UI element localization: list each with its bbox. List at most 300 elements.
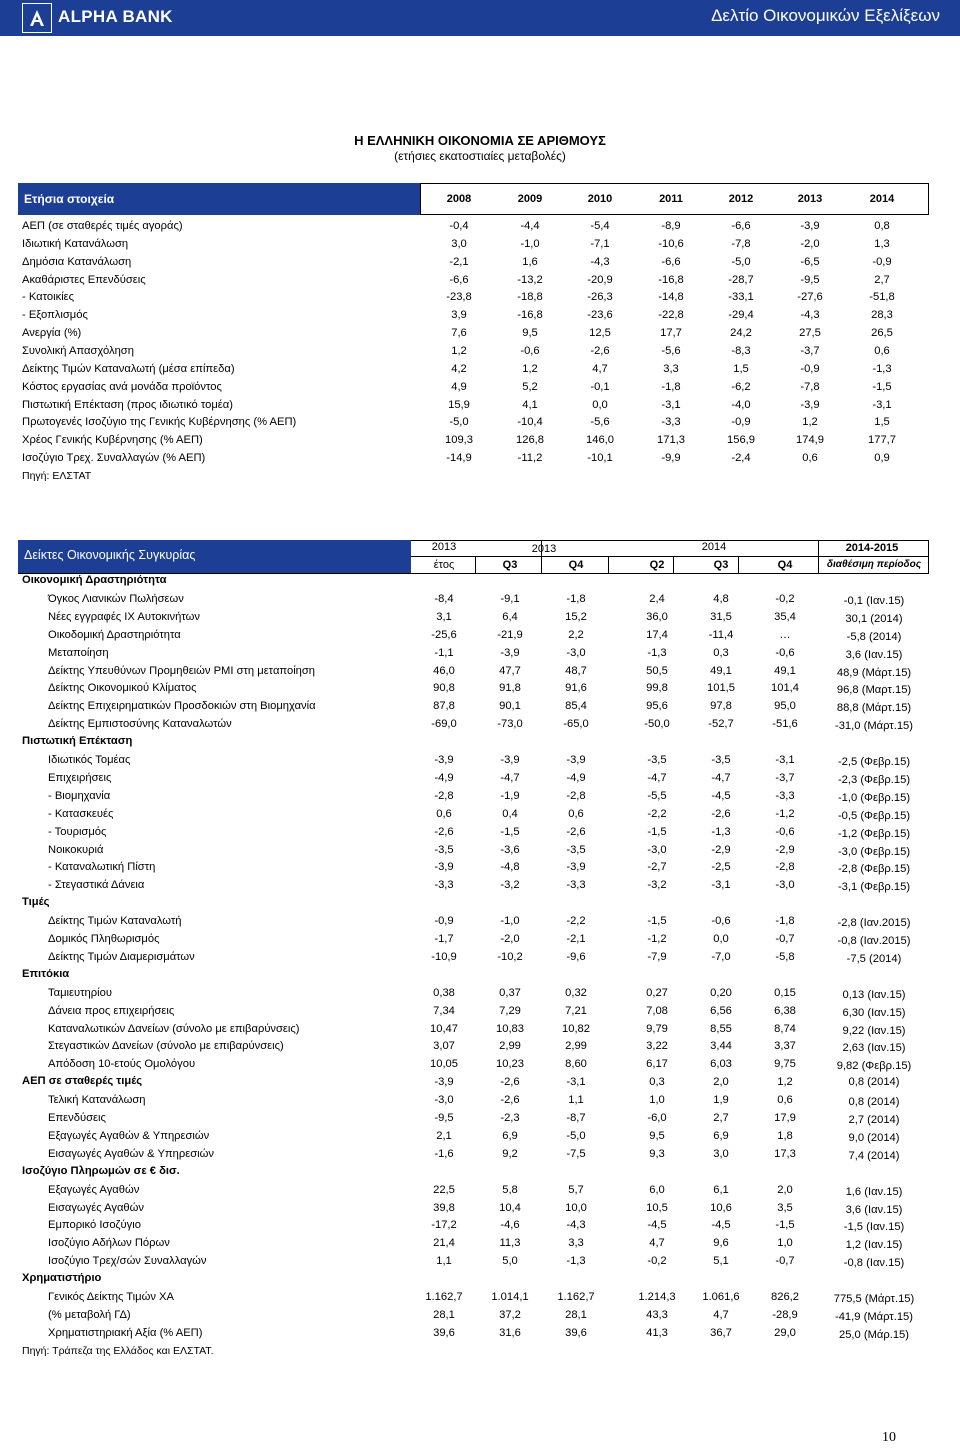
indicator-value: -4,7	[647, 771, 667, 784]
indicator-value: 6,0	[649, 1183, 665, 1196]
indicator-latest: 0,8 (2014)	[848, 1096, 900, 1109]
annual-row-value: -5,6	[661, 344, 681, 357]
indicator-value: 6,4	[502, 610, 518, 623]
indicator-label: Εξαγωγές Αγαθών	[48, 1183, 140, 1196]
header-period-2014-2015: 2014-2015	[845, 542, 899, 554]
indicator-value: 36,7	[710, 1326, 732, 1339]
indicator-value: 3,3	[568, 1237, 584, 1250]
annual-row-value: 1,6	[522, 255, 538, 268]
indicator-value: -2,6	[711, 807, 731, 820]
indicator-value: -1,6	[434, 1147, 454, 1160]
indicator-value: -28,9	[772, 1308, 798, 1321]
annual-row-value: -18,8	[517, 291, 543, 304]
indicator-value: -3,9	[500, 754, 520, 766]
indicator-label: Δομικός Πληθωρισμός	[48, 933, 160, 945]
indicator-latest: -2,3 (Φεβρ.15)	[837, 773, 911, 786]
annual-row-value: -9,9	[661, 452, 681, 465]
indicator-latest: -2,8 (Φεβρ.15)	[837, 863, 911, 876]
indicator-value: -73,0	[497, 718, 523, 731]
indicator-value: 2,7	[713, 1112, 729, 1124]
indicator-value: -4,5	[711, 789, 731, 802]
annual-row-value: 17,7	[660, 327, 682, 340]
indicator-latest: -5,8 (2014)	[846, 630, 902, 643]
indicator-value: -52,7	[708, 718, 734, 731]
indicator-value: 6,38	[774, 1004, 796, 1017]
header-divider-1	[475, 556, 476, 573]
indicator-value: -4,7	[711, 771, 731, 784]
indicator-latest: 2,7 (2014)	[848, 1114, 900, 1126]
header-year-2014: 2014	[701, 541, 727, 553]
indicator-value: 85,4	[565, 700, 587, 713]
annual-row-value: -7,8	[800, 380, 820, 393]
indicator-value: 95,6	[646, 700, 668, 713]
indicator-value: 3,44	[710, 1040, 732, 1053]
indicator-latest: -2,5 (Φεβρ.15)	[837, 756, 911, 768]
indicator-value: -51,6	[772, 718, 798, 731]
year-header: 2010	[587, 193, 613, 205]
indicator-value: 39,6	[565, 1326, 587, 1339]
indicator-latest: -7,5 (2014)	[846, 952, 902, 965]
annual-row-label: Ακαθάριστες Επενδύσεις	[22, 273, 146, 286]
annual-row-value: -3,7	[800, 344, 820, 357]
annual-row-value: 1,2	[802, 416, 818, 429]
indicator-latest: 6,30 (Ιαν.15)	[842, 1006, 906, 1019]
header-year-2013-a: 2013	[431, 541, 457, 553]
indicator-label: - Στεγαστικά Δάνεια	[48, 879, 145, 892]
indicator-latest: 7,4 (2014)	[848, 1149, 900, 1162]
indicator-value: -0,9	[434, 915, 454, 928]
annual-row-value: -14,8	[658, 291, 684, 304]
indicator-value: 1,9	[713, 1094, 729, 1107]
indicator-value: -3,1	[711, 879, 731, 892]
indicator-latest: 9,0 (2014)	[848, 1131, 900, 1144]
header-sub-0: έτος	[433, 559, 455, 571]
page-title: Η ΕΛΛΗΝΙΚΗ ΟΙΚΟΝΟΜΙΑ ΣΕ ΑΡΙΘΜΟΥΣ	[354, 133, 606, 148]
indicator-label: Εξαγωγές Αγαθών & Υπηρεσιών	[48, 1129, 210, 1142]
annual-row-value: 4,7	[592, 362, 608, 375]
page-subtitle: (ετήσιες εκατοστιαίες μεταβολές)	[394, 149, 566, 163]
indicator-value: -4,6	[500, 1219, 520, 1232]
indicator-value: 5,0	[502, 1255, 518, 1268]
indicator-value: -3,1	[775, 754, 795, 766]
indicator-label: Ισοζύγιο Αδήλων Πόρων	[48, 1237, 170, 1250]
indicator-value: 2,99	[565, 1040, 587, 1053]
indicator-latest: 88,8 (Μάρτ.15)	[836, 702, 912, 715]
indicator-label: Μεταποίηση	[48, 646, 109, 659]
indicator-latest: -0,5 (Φεβρ.15)	[837, 809, 911, 822]
indicator-value: -25,6	[431, 628, 457, 641]
indicator-value: -4,9	[434, 771, 454, 784]
indicator-value: -3,0	[775, 879, 795, 892]
indicator-value: -2,3	[500, 1112, 520, 1124]
alpha-logo-icon	[27, 8, 47, 28]
indicator-value: 2,99	[499, 1040, 521, 1053]
annual-row-value: -11,2	[517, 452, 543, 465]
annual-row-value: -5,0	[449, 416, 469, 429]
indicator-value: -0,6	[775, 825, 795, 838]
annual-row-value: -9,5	[800, 273, 820, 286]
indicator-value: 41,3	[646, 1326, 668, 1339]
indicator-value: -2,8	[434, 789, 454, 802]
annual-row-value: -23,8	[446, 291, 472, 304]
indicator-value: 22,5	[433, 1183, 455, 1196]
annual-row-value: 2,7	[874, 273, 890, 286]
indicator-value: -3,5	[566, 843, 586, 856]
indicator-value: -2,6	[566, 825, 586, 838]
annual-row-value: -4,4	[520, 220, 540, 232]
annual-row-value: -5,0	[731, 255, 751, 268]
indicator-value: 91,6	[565, 682, 587, 695]
indicator-value: 6,56	[710, 1004, 732, 1017]
annual-row-value: -51,8	[869, 291, 895, 304]
annual-row-value: 156,9	[727, 434, 755, 447]
indicator-label: Δείκτης Οικονομικού Κλίματος	[48, 682, 197, 695]
indicator-value: 0,6	[568, 807, 584, 820]
header-divider-5	[738, 556, 739, 573]
indicator-value: 91,8	[499, 682, 521, 695]
annual-row-label: Συνολική Απασχόληση	[22, 344, 134, 357]
indicator-value: -3,3	[775, 789, 795, 802]
annual-row-value: -16,8	[517, 309, 543, 322]
indicator-value: 7,08	[646, 1004, 668, 1017]
indicator-value: -4,9	[566, 771, 586, 784]
indicator-value: -3,3	[566, 879, 586, 892]
header-sub-1: Q3	[502, 559, 518, 571]
indicator-latest: 0,13 (Ιαν.15)	[842, 988, 906, 1001]
section-title: Χρηματιστήριο	[22, 1272, 102, 1285]
indicator-value: 1,8	[777, 1129, 793, 1142]
indicator-value: 1.061,6	[702, 1291, 740, 1303]
indicator-value: -50,0	[644, 718, 670, 731]
header-year-2013-b: 2013	[531, 543, 557, 555]
annual-row-value: -29,4	[728, 309, 754, 322]
indicator-value: 31,6	[499, 1326, 521, 1339]
indicator-value: -1,8	[566, 592, 586, 605]
indicator-label: Δείκτης Τιμών Καταναλωτή	[48, 915, 182, 928]
annual-row-value: 5,2	[522, 380, 538, 393]
indicator-label: Δείκτης Εμπιστοσύνης Καταναλωτών	[48, 718, 232, 731]
section-latest: 0,8 (2014)	[848, 1076, 900, 1089]
annual-row-value: -27,6	[797, 291, 823, 304]
indicator-value: 2,1	[436, 1129, 452, 1142]
conjuncture-table-source: Πηγή: Τράπεζα της Ελλάδος και ΕΛΣΤΑΤ.	[22, 1344, 214, 1357]
indicator-value: -1,8	[775, 915, 795, 928]
indicator-value: 21,4	[433, 1237, 455, 1250]
annual-row-value: -4,3	[800, 309, 820, 322]
annual-row-value: -14,9	[446, 452, 472, 465]
indicator-value: -3,9	[434, 754, 454, 766]
indicator-value: 99,8	[646, 682, 668, 695]
indicator-label: Δάνεια προς επιχειρήσεις	[48, 1004, 175, 1017]
annual-row-value: -6,6	[731, 220, 751, 232]
annual-row-value: 0,6	[874, 344, 890, 357]
annual-row-value: -28,7	[728, 273, 754, 286]
indicator-label: - Κατασκευές	[48, 807, 114, 820]
indicator-value: 6,03	[710, 1058, 732, 1071]
indicator-value: -1,5	[500, 825, 520, 838]
annual-row-label: Χρέος Γενικής Κυβέρνησης (% ΑΕΠ)	[22, 434, 203, 447]
header-sub-3: Q2	[649, 559, 665, 571]
indicator-value: 7,29	[499, 1004, 521, 1017]
indicator-value: -2,8	[775, 861, 795, 874]
indicator-value: 9,75	[774, 1058, 796, 1071]
annual-row-value: -4,0	[731, 398, 751, 411]
indicator-value: 17,4	[646, 628, 668, 641]
indicator-label: Ιδιωτικός Τομέας	[48, 754, 131, 766]
indicator-value: 87,8	[433, 700, 455, 713]
annual-row-value: 109,3	[445, 434, 473, 447]
indicator-value: -7,9	[647, 950, 667, 963]
annual-row-value: 1,3	[874, 237, 890, 250]
indicator-value: -3,0	[566, 646, 586, 659]
annual-row-value: -20,9	[587, 273, 613, 286]
annual-row-label: Δείκτης Τιμών Καταναλωτή (μέσα επίπεδα)	[22, 362, 235, 375]
section-value: 0,3	[649, 1076, 665, 1089]
indicator-value: 3,22	[646, 1040, 668, 1053]
indicator-value: 4,7	[649, 1237, 665, 1250]
indicator-value: 10,05	[430, 1058, 458, 1071]
annual-row-value: 1,2	[451, 344, 467, 357]
annual-row-value: -26,3	[587, 291, 613, 304]
annual-row-value: -2,6	[590, 344, 610, 357]
indicator-value: -11,4	[708, 628, 734, 641]
indicator-value: -1,9	[500, 789, 520, 802]
indicator-value: -3,7	[775, 771, 795, 784]
indicator-value: 0,4	[502, 807, 518, 820]
indicator-value: 3,1	[436, 610, 452, 623]
annual-row-value: -7,1	[590, 237, 610, 250]
indicator-value: -1,1	[434, 646, 454, 659]
indicator-value: -1,5	[647, 915, 667, 928]
annual-row-value: 174,9	[796, 434, 824, 447]
indicator-value: 10,4	[499, 1201, 521, 1214]
indicator-value: -65,0	[563, 718, 589, 731]
indicator-value: -10,2	[497, 950, 523, 963]
indicator-latest: 1,2 (Ιαν.15)	[845, 1239, 903, 1252]
indicator-value: 0,38	[433, 986, 455, 999]
section-title: Οικονομική Δραστηριότητα	[22, 574, 167, 586]
annual-row-value: 7,6	[451, 327, 467, 340]
annual-row-label: Πρωτογενές Ισοζύγιο της Γενικής Κυβέρνησης (% ΑΕΠ)	[22, 416, 297, 429]
indicator-label: Δείκτης Τιμών Διαμερισμάτων	[48, 950, 195, 963]
indicator-label: Ισοζύγιο Τρεχ/σών Συναλλαγών	[48, 1255, 207, 1268]
annual-row-value: 15,9	[448, 398, 470, 411]
indicator-value: 1,1	[568, 1094, 584, 1107]
indicator-label: Στεγαστικών Δανείων (σύνολο με επιβαρύνσεις)	[48, 1040, 284, 1053]
annual-row-value: -3,1	[661, 398, 681, 411]
indicator-value: -3,9	[566, 861, 586, 874]
indicator-value: 90,8	[433, 682, 455, 695]
indicator-latest: -3,1 (Φεβρ.15)	[837, 881, 911, 894]
indicator-value: 9,2	[502, 1147, 518, 1160]
indicator-value: 9,3	[649, 1147, 665, 1160]
annual-row-value: -0,1	[590, 380, 610, 393]
indicator-value: -2,2	[566, 915, 586, 928]
indicator-value: -21,9	[497, 628, 523, 641]
annual-row-value: -3,3	[661, 416, 681, 429]
annual-row-value: -0,9	[800, 362, 820, 375]
conjuncture-table-title: Δείκτες Οικονομικής Συγκυρίας	[24, 548, 196, 562]
indicator-label: Ταμιευτηρίου	[48, 986, 112, 999]
indicator-value: -0,6	[775, 646, 795, 659]
annual-row-value: -2,1	[449, 255, 469, 268]
indicator-latest: 1,6 (Ιαν.15)	[845, 1185, 903, 1198]
indicator-label: Χρηματιστηριακή Αξία (% ΑΕΠ)	[48, 1326, 203, 1339]
indicator-value: 5,8	[502, 1183, 518, 1196]
year-header: 2014	[869, 193, 895, 205]
indicator-value: 0,6	[436, 807, 452, 820]
indicator-value: -0,2	[647, 1255, 667, 1268]
indicator-value: -69,0	[431, 718, 457, 731]
annual-row-value: -7,8	[731, 237, 751, 250]
annual-row-value: -1,0	[520, 237, 540, 250]
section-value: -3,1	[566, 1076, 586, 1089]
annual-row-value: -3,9	[800, 398, 820, 411]
indicator-latest: -0,8 (Ιαν.2015)	[837, 935, 911, 947]
brand-name: ALPHA BANK	[58, 7, 173, 26]
year-header: 2008	[446, 193, 472, 205]
header-divider-3	[608, 556, 609, 573]
indicator-latest: 48,9 (Μάρτ.15)	[836, 666, 912, 679]
indicator-value: 0,27	[646, 986, 668, 999]
indicator-value: -10,9	[431, 950, 457, 963]
indicator-value: 43,3	[646, 1308, 668, 1321]
indicator-value: -3,5	[647, 754, 667, 766]
annual-row-value: -1,5	[872, 380, 892, 393]
indicator-value: -1,3	[647, 646, 667, 659]
indicator-value: 11,3	[499, 1237, 521, 1250]
indicator-value: 48,7	[565, 664, 587, 677]
indicator-value: 97,8	[710, 700, 732, 713]
indicator-value: -2,1	[566, 933, 586, 945]
annual-row-value: 177,7	[868, 434, 896, 447]
indicator-value: -9,6	[566, 950, 586, 963]
indicator-value: 36,0	[646, 610, 668, 623]
header-divider-4	[673, 556, 674, 573]
annual-row-label: ΑΕΠ (σε σταθερές τιμές αγοράς)	[22, 220, 183, 232]
indicator-value: 7,34	[433, 1004, 455, 1017]
annual-row-label: Ιδιωτική Κατανάλωση	[22, 237, 129, 250]
indicator-value: -9,1	[500, 592, 520, 605]
annual-row-value: 27,5	[799, 327, 821, 340]
annual-row-value: -6,6	[449, 273, 469, 286]
year-header: 2013	[797, 193, 823, 205]
indicator-label: Εισαγωγές Αγαθών & Υπηρεσιών	[48, 1147, 214, 1160]
indicator-label: Τελική Κατανάλωση	[48, 1094, 146, 1107]
header-sub-5: Q4	[777, 559, 793, 571]
indicator-label: Εμπορικό Ισοζύγιο	[48, 1219, 141, 1232]
annual-row-value: 12,5	[589, 327, 611, 340]
indicator-value: -1,2	[647, 933, 667, 945]
header-sub-2: Q4	[568, 559, 584, 571]
annual-row-label: - Εξοπλισμός	[22, 309, 88, 322]
indicator-latest: 775,5 (Μάρτ.15)	[833, 1293, 915, 1305]
indicator-latest: -1,2 (Φεβρ.15)	[837, 827, 911, 840]
indicator-label: - Τουρισμός	[48, 825, 107, 838]
section-value: 1,2	[777, 1076, 793, 1089]
indicator-value: 39,6	[433, 1326, 455, 1339]
indicator-value: 9,5	[649, 1129, 665, 1142]
year-header: 2009	[517, 193, 543, 205]
indicator-latest: 9,82 (Φεβρ.15)	[836, 1060, 912, 1073]
annual-row-value: 3,0	[451, 237, 467, 250]
indicator-value: 5,7	[568, 1183, 584, 1196]
annual-row-value: 126,8	[516, 434, 544, 447]
year-header: 2012	[728, 193, 754, 205]
indicator-label: Δείκτης Επιχειρηματικών Προσδοκιών στη Βιομηχανία	[48, 700, 316, 713]
indicator-value: -9,5	[434, 1112, 454, 1124]
indicator-label: - Καταναλωτική Πίστη	[48, 861, 156, 874]
indicator-value: 10,5	[646, 1201, 668, 1214]
indicator-value: -1,3	[711, 825, 731, 838]
indicator-latest: 9,22 (Ιαν.15)	[842, 1024, 906, 1037]
indicator-value: -3,6	[500, 843, 520, 856]
annual-row-value: -6,6	[661, 255, 681, 268]
annual-row-label: - Κατοικίες	[22, 291, 75, 304]
indicator-value: -2,5	[711, 861, 731, 874]
indicator-value: 8,55	[710, 1022, 732, 1035]
indicator-value: -2,0	[500, 933, 520, 945]
indicator-value: 47,7	[499, 664, 521, 677]
indicator-value: -3,2	[500, 879, 520, 892]
indicator-value: 28,1	[565, 1308, 587, 1321]
annual-row-value: -5,4	[590, 220, 610, 232]
annual-row-value: -2,0	[800, 237, 820, 250]
indicator-value: -3,0	[647, 843, 667, 856]
indicator-value: -2,9	[711, 843, 731, 856]
indicator-latest: 3,6 (Ιαν.15)	[845, 1203, 903, 1216]
indicator-value: 17,3	[774, 1147, 796, 1160]
indicator-value: -1,3	[566, 1255, 586, 1268]
indicator-value: 4,7	[713, 1308, 729, 1321]
annual-row-value: 0,8	[874, 220, 890, 232]
indicator-value: 1,0	[777, 1237, 793, 1250]
indicator-latest: 3,6 (Ιαν.15)	[845, 648, 903, 661]
indicator-value: -2,6	[500, 1094, 520, 1107]
annual-row-value: -23,6	[587, 309, 613, 322]
annual-row-value: -10,4	[517, 416, 543, 429]
indicator-value: -3,0	[434, 1094, 454, 1107]
conjuncture-table-title-box	[18, 540, 411, 573]
indicator-latest: 25,0 (Μάρ.15)	[838, 1328, 910, 1341]
indicator-value: 28,1	[433, 1308, 455, 1321]
indicator-value: 0,15	[774, 986, 796, 999]
indicator-value: -4,5	[647, 1219, 667, 1232]
indicator-value: 10,23	[496, 1058, 524, 1071]
annual-row-value: -3,9	[800, 220, 820, 232]
indicator-value: 0,3	[713, 646, 729, 659]
indicator-latest: 96,8 (Μαρτ.15)	[836, 684, 912, 697]
indicator-value: 31,5	[710, 610, 732, 623]
annual-row-value: 1,5	[874, 416, 890, 429]
indicator-value: 1.162,7	[425, 1291, 463, 1303]
indicator-value: 10,82	[562, 1022, 590, 1035]
indicator-value: -2,6	[434, 825, 454, 838]
indicator-value: -2,2	[647, 807, 667, 820]
annual-row-value: -33,1	[728, 291, 754, 304]
indicator-value: -0,6	[711, 915, 731, 928]
annual-row-value: -10,6	[658, 237, 684, 250]
annual-row-value: 9,5	[522, 327, 538, 340]
indicator-value: -3,9	[566, 754, 586, 766]
annual-row-value: 3,3	[663, 362, 679, 375]
indicator-value: 2,4	[649, 592, 665, 605]
indicator-value: 8,60	[565, 1058, 587, 1071]
year-header: 2011	[659, 193, 683, 205]
indicator-label: Δείκτης Υπευθύνων Προμηθειών PMI στη μεταποίηση	[48, 664, 316, 677]
indicator-value: -5,0	[566, 1129, 586, 1142]
section-title: Πιστωτική Επέκταση	[22, 735, 133, 748]
